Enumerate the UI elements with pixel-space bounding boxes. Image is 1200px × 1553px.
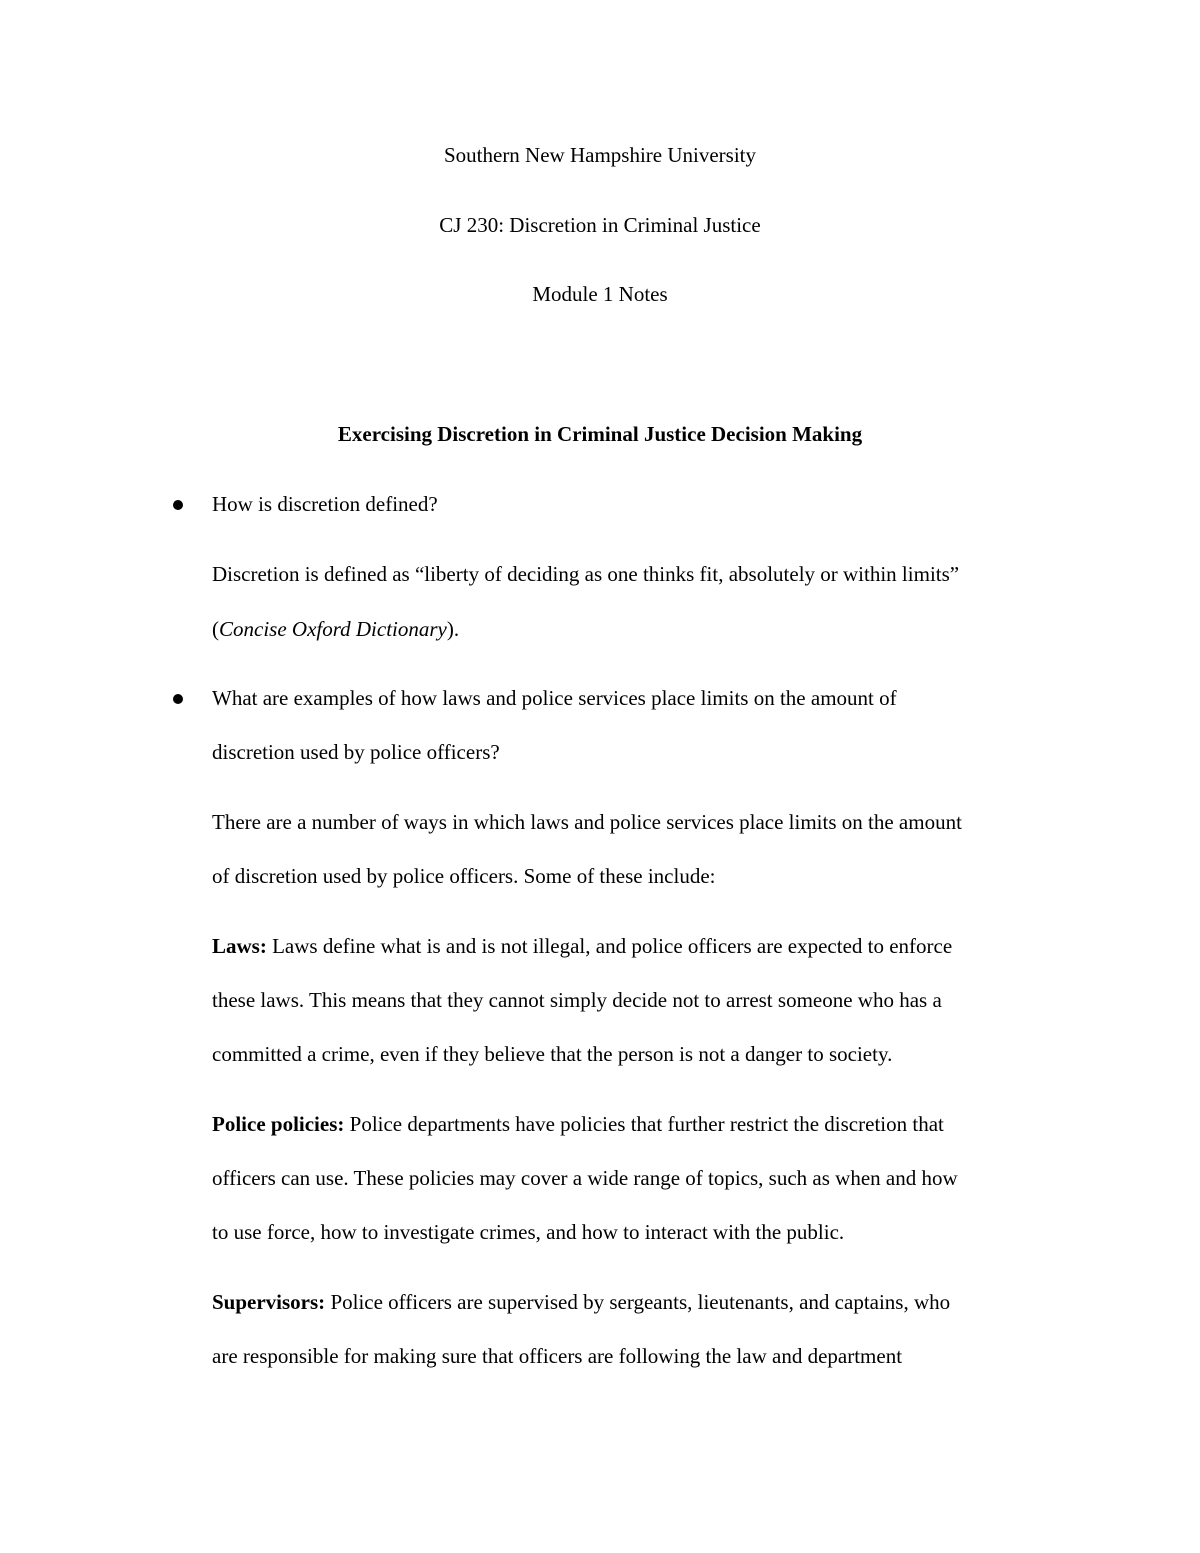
bullet-icon [173,694,183,704]
section-heading: Exercising Discretion in Criminal Justice Decision Making [337,422,863,446]
answer-1-line-2 [212,617,459,642]
policies-paragraph-line-1 [212,1112,944,1137]
laws-text: Laws define what is and is not illegal, and police officers are expected to enforce [266,934,953,958]
supervisors-paragraph-line-1 [212,1290,950,1315]
laws-paragraph-line-1 [212,934,952,959]
supervisors-text: Police officers are supervised by sergeants, lieutenants, and captains, who [325,1290,951,1314]
answer-1-close-paren: ). [446,617,460,641]
question-2-line-1: What are examples of how laws and police services place limits on the amount of [212,686,897,710]
question-2-line-2: discretion used by police officers? [212,740,500,764]
laws-paragraph-line-3: committed a crime, even if they believe that the person is not a danger to society. [212,1042,893,1066]
answer-1-line-1: Discretion is defined as “liberty of deciding as one thinks fit, absolutely or within limits” [212,562,960,586]
bullet-icon [173,500,183,510]
policies-paragraph-line-2: officers can use. These policies may cover a wide range of topics, such as when and how [212,1166,958,1190]
laws-paragraph-line-2: these laws. This means that they cannot simply decide not to arrest someone who has a [212,988,942,1012]
policies-label: Police policies: [212,1112,345,1136]
supervisors-label: Supervisors: [212,1290,326,1314]
answer-1-open-paren: ( [212,617,219,641]
institution-name: Southern New Hampshire University [443,143,757,167]
policies-text: Police departments have policies that further restrict the discretion that [344,1112,944,1136]
intro-line-1: There are a number of ways in which laws and police services place limits on the amount [212,810,962,834]
policies-paragraph-line-3: to use force, how to investigate crimes, and how to interact with the public. [212,1220,845,1244]
intro-line-2: of discretion used by police officers. Some of these include: [212,864,716,888]
course-title: CJ 230: Discretion in Criminal Justice [439,213,761,237]
dictionary-citation: Concise Oxford Dictionary [219,617,447,641]
module-title: Module 1 Notes [532,282,668,306]
laws-label: Laws: [212,934,267,958]
supervisors-paragraph-line-2: are responsible for making sure that officers are following the law and department [212,1344,903,1368]
question-1: How is discretion defined? [212,492,438,516]
